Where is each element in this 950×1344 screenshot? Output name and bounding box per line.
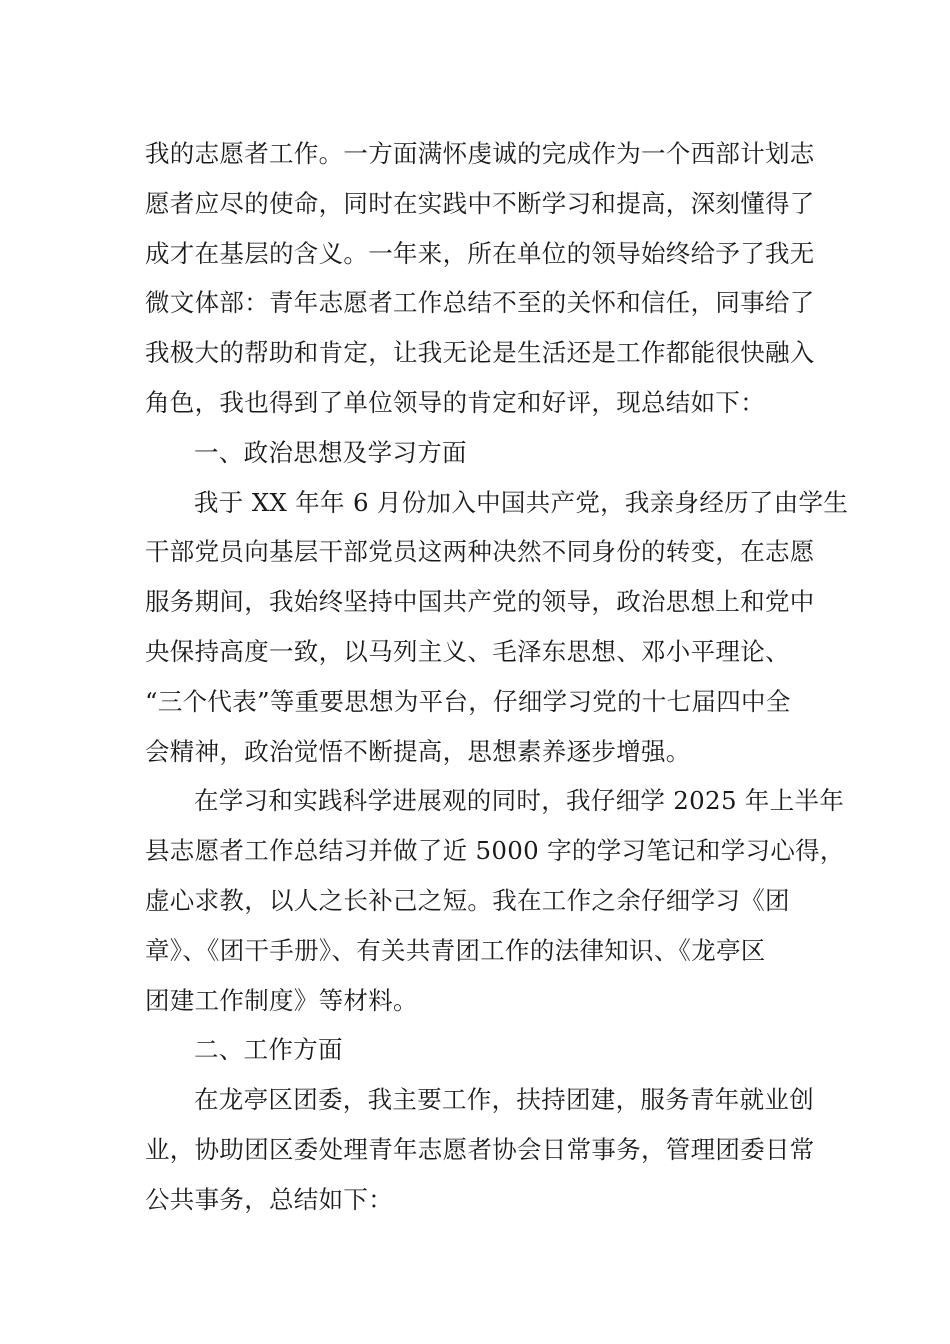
text-line: 团建工作制度》等材料。 (145, 985, 418, 1015)
text-line: 会精神，政治觉悟不断提高，思想素养逐步增强。 (145, 736, 691, 766)
document-body (145, 129, 849, 1225)
text-line: 章》、《团干手册》、有关共青团工作的法律知识、《龙亭区 (145, 935, 766, 965)
text-line: 央保持高度一致，以马列主义、毛泽东思想、邓小平理论、 (145, 636, 790, 666)
section-heading-work: 二、工作方面 (194, 1035, 343, 1065)
section-heading-politics: 一、政治思想及学习方面 (194, 437, 467, 467)
text-line: “三个代表”等重要思想为平台，仔细学习党的十七届四中全 (145, 686, 791, 716)
text-line: 县志愿者工作总结习并做了近 5000 字的学习笔记和学习心得， (145, 836, 845, 866)
paragraph-start-line: 在学习和实践科学进展观的同时，我仔细学 2025 年上半年 (194, 786, 845, 816)
text-line: 虚心求教，以人之长补己之短。我在工作之余仔细学习《团 (145, 885, 790, 915)
text-line: 愿者应尽的使命，同时在实践中不断学习和提高，深刻懂得了 (145, 188, 815, 218)
paragraph-start-line: 我于 XX 年年 6 月份加入中国共产党，我亲身经历了由学生 (194, 487, 849, 517)
text-line: 公共事务，总结如下： (145, 1184, 393, 1214)
text-line: 我极大的帮助和肯定，让我无论是生活还是工作都能很快融入 (145, 338, 815, 368)
text-line: 微文体部：青年志愿者工作总结不至的关怀和信任，同事给了 (145, 288, 815, 318)
text-line: 业，协助团区委处理青年志愿者协会日常事务，管理团委日常 (145, 1134, 815, 1164)
text-line: 我的志愿者工作。一方面满怀虔诚的完成作为一个西部计划志 (145, 139, 815, 168)
text-line: 干部党员向基层干部党员这两种决然不同身份的转变，在志愿 (145, 537, 815, 567)
text-line: 服务期间，我始终坚持中国共产党的领导，政治思想上和党中 (145, 587, 815, 617)
text-line: 成才在基层的含义。一年来，所在单位的领导始终给予了我无 (145, 238, 815, 268)
text-line: 角色，我也得到了单位领导的肯定和好评，现总结如下： (145, 387, 765, 417)
paragraph-start-line: 在龙亭区团委，我主要工作，扶持团建，服务青年就业创 (194, 1085, 814, 1115)
